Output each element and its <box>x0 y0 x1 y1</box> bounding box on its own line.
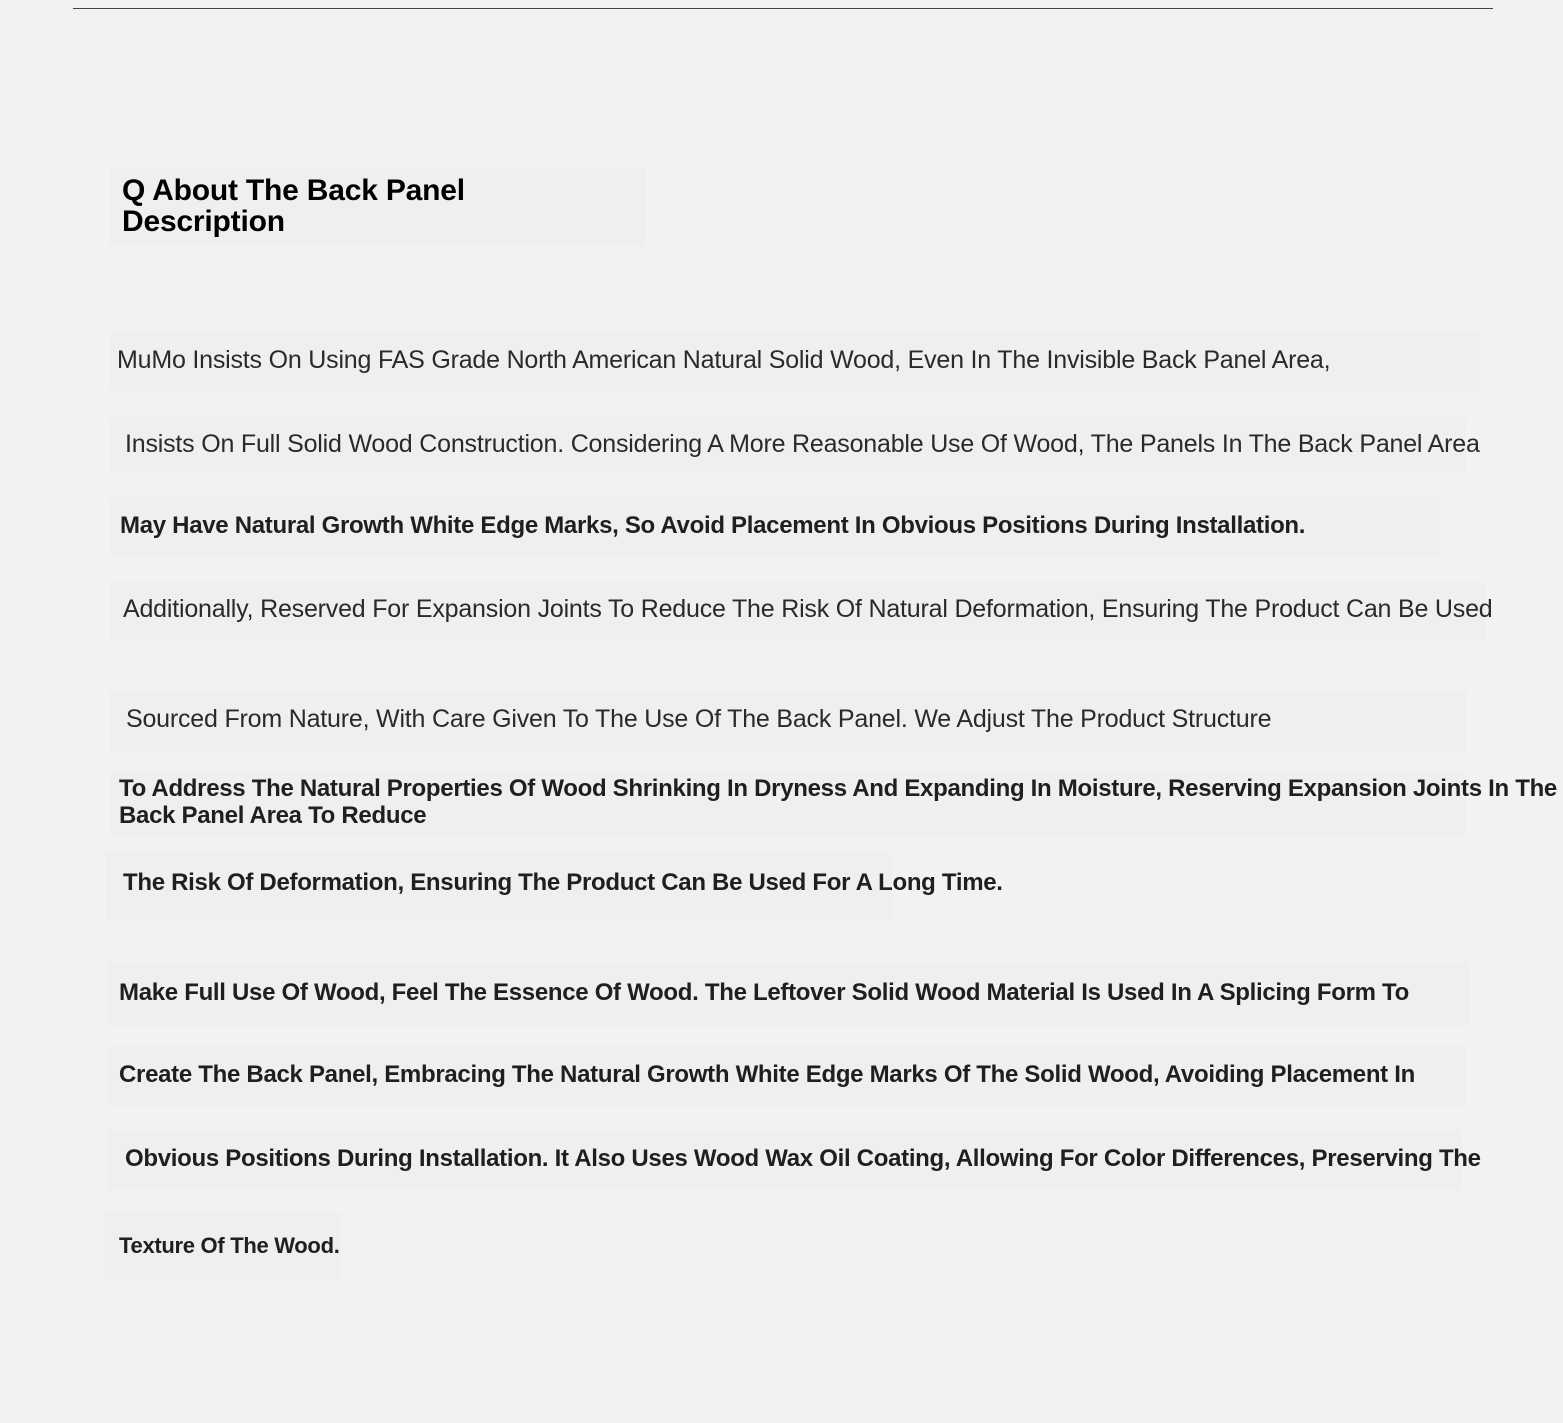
text-line-11: Texture Of The Wood. <box>103 1213 341 1279</box>
text-line-5: Sourced From Nature, With Care Given To The Use Of The Back Panel. We Adjust The Product Structure <box>110 690 1466 752</box>
text-line-2: Insists On Full Solid Wood Construction. Considering A More Reasonable Use Of Wood, The Panels In The Back Panel Area <box>110 417 1466 473</box>
text-line-6: To Address The Natural Properties Of Wood Shrinking In Dryness And Expanding In Moisture, Reserving Expansion Joints In The Back Panel Area To Reduce <box>119 775 1557 829</box>
text-line-4: Additionally, Reserved For Expansion Joints To Reduce The Risk Of Natural Deformation, Ensuring The Product Can Be Used <box>110 582 1486 640</box>
text-line-10: Obvious Positions During Installation. It Also Uses Wood Wax Oil Coating, Allowing For Color Differences, Preserving The <box>108 1130 1462 1190</box>
top-divider <box>73 8 1493 9</box>
text-line-8: Make Full Use Of Wood, Feel The Essence Of Wood. The Leftover Solid Wood Material Is Used In A Splicing Form To <box>108 962 1470 1026</box>
text-line-1: MuMo Insists On Using FAS Grade North American Natural Solid Wood, Even In The Invisible Back Panel Area, <box>110 333 1480 391</box>
text-line-7: The Risk Of Deformation, Ensuring The Product Can Be Used For A Long Time. <box>106 852 892 920</box>
text-line-9: Create The Back Panel, Embracing The Natural Growth White Edge Marks Of The Solid Wood, Avoiding Placement In <box>108 1046 1466 1106</box>
page-title: Q About The Back Panel Description <box>110 168 646 246</box>
text-line-3: May Have Natural Growth White Edge Marks, So Avoid Placement In Obvious Positions During Installation. <box>110 497 1440 557</box>
